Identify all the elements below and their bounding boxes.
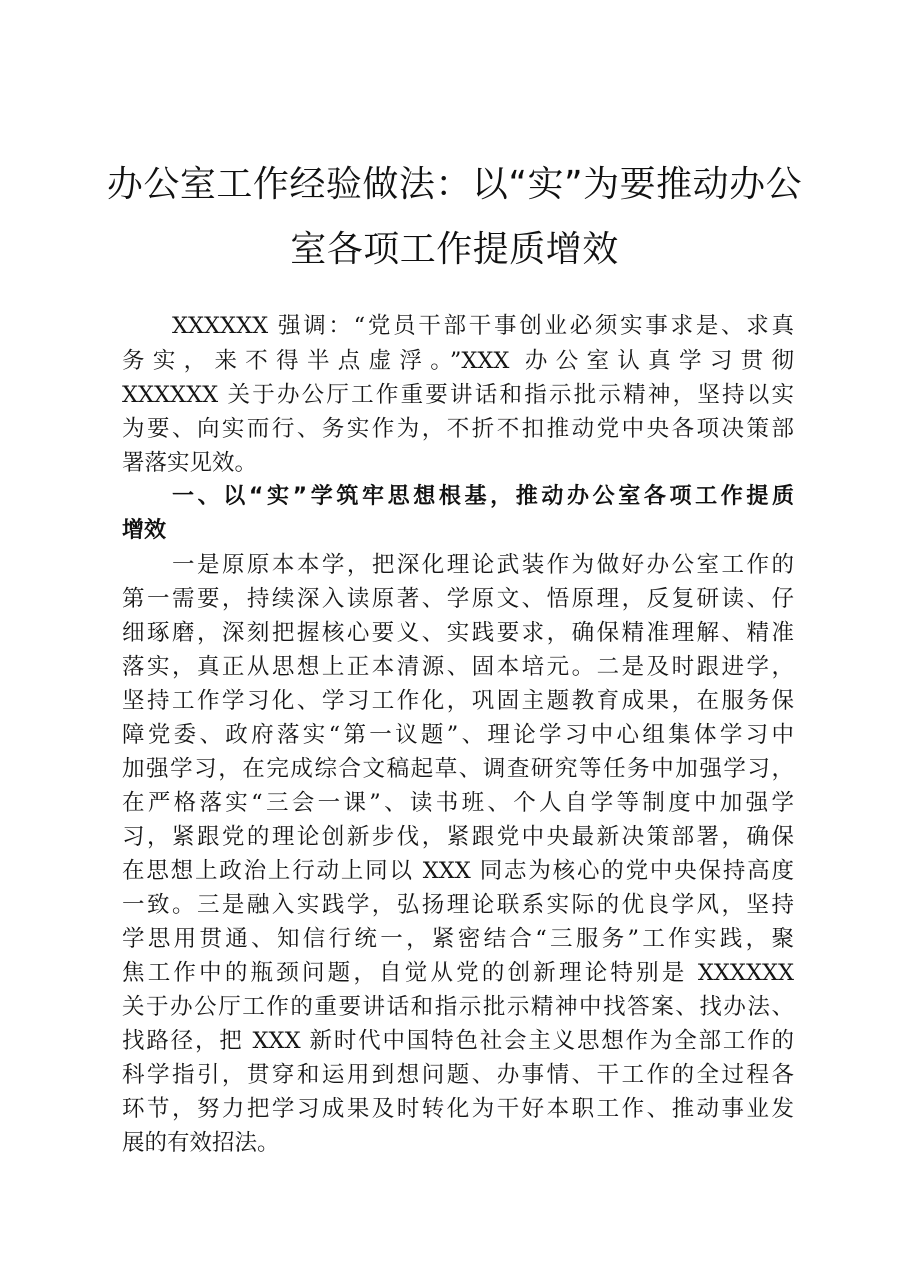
document-title-line-2: 室各项工作提质增效 [290,229,619,270]
body-line: 细琢磨，深刻把握核心要义、实践要求，确保精准理解、精准 [122,620,794,646]
body-line: 一是原原本本学，把深化理论武装作为做好办公室工作的 [172,552,794,578]
section-heading-line: 一、以“实”学筑牢思想根基，推动办公室各项工作提质 [172,484,794,509]
body-line: 障党委、政府落实“第一议题”、理论学习中心组集体学习中 [122,722,794,748]
body-line: 展的有效招法。 [122,1130,280,1156]
intro-line: 署落实见效。 [122,450,258,476]
body-line: 加强学习，在完成综合文稿起草、调查研究等任务中加强学习， [122,756,794,782]
body-line: 第一需要，持续深入读原著、学原文、悟原理，反复研读、仔 [122,586,794,612]
body-line: 焦工作中的瓶颈问题，自觉从党的创新理论特别是 XXXXXX [122,960,794,986]
body-line: 坚持工作学习化、学习工作化，巩固主题教育成果，在服务保 [122,688,794,714]
body-line: 习，紧跟党的理论创新步伐，紧跟党中央最新决策部署，确保 [122,824,794,850]
body-line: 落实，真正从思想上正本清源、固本培元。二是及时跟进学， [122,654,794,680]
intro-line: XXXXXX 强调：“党员干部干事创业必须实事求是、求真 [172,313,794,339]
document-title-line-1: 办公室工作经验做法：以“实”为要推动办公 [106,164,803,205]
body-line: 科学指引，贯穿和运用到想问题、办事情、干工作的全过程各 [122,1062,794,1088]
body-line: 找路径，把 XXX 新时代中国特色社会主义思想作为全部工作的 [122,1028,794,1054]
body-line: 在严格落实“三会一课”、读书班、个人自学等制度中加强学 [122,790,794,816]
section-heading-line: 增效 [122,518,167,543]
body-line: 一致。三是融入实践学，弘扬理论联系实际的优良学风，坚持 [122,892,794,918]
intro-line: 为要、向实而行、务实作为，不折不扣推动党中央各项决策部 [122,416,794,442]
body-line: 在思想上政治上行动上同以 XXX 同志为核心的党中央保持高度 [122,858,794,884]
body-line: 关于办公厅工作的重要讲话和指示批示精神中找答案、找办法、 [122,994,794,1020]
body-line: 学思用贯通、知信行统一，紧密结合“三服务”工作实践，聚 [122,926,794,952]
intro-line: XXXXXX 关于办公厅工作重要讲话和指示批示精神，坚持以实 [122,382,794,408]
body-line: 环节，努力把学习成果及时转化为干好本职工作、推动事业发 [122,1096,794,1122]
intro-line: 务实，来不得半点虚浮。”XXX 办公室认真学习贯彻 [122,348,794,374]
